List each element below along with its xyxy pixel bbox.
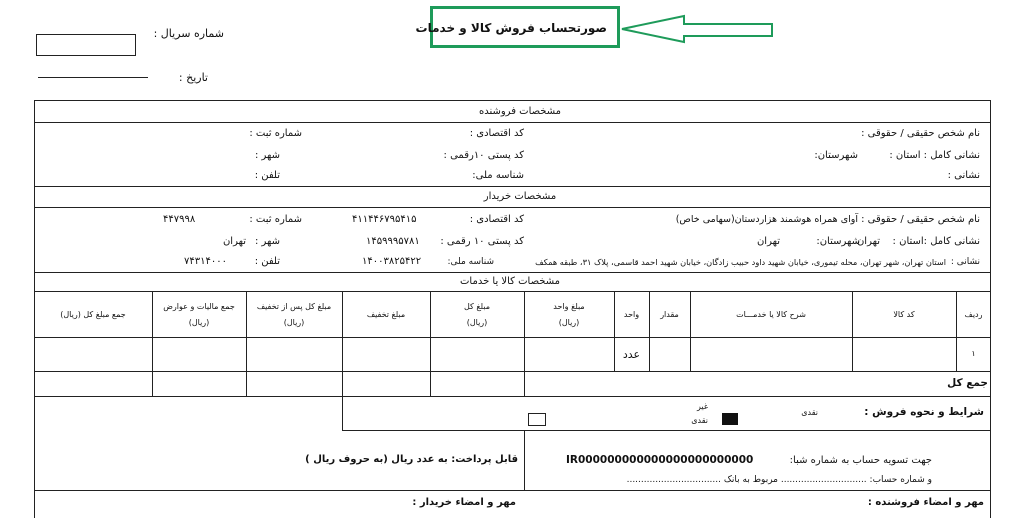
col-line xyxy=(956,291,957,371)
col-header-after-discount-unit: (ریال) xyxy=(283,318,305,327)
buyer-phone-label: تلفن : xyxy=(254,256,280,267)
seller-county-label: شهرستان: xyxy=(814,150,858,161)
buyer-address-value: استان تهران، شهر تهران، محله تیموری، خیابان شهید داود حبیب زادگان، خیابان شهید احمد قاسمی، پلاک ۳۱، طبقه همکف xyxy=(535,257,946,267)
col-header-tax-unit: (ریال) xyxy=(188,318,210,327)
col-header-row: ردیف xyxy=(964,310,983,319)
serial-number-box[interactable] xyxy=(36,34,136,56)
seller-phone-label: تلفن : xyxy=(254,170,280,181)
divider xyxy=(34,272,991,273)
buyer-signature-label: مهر و امضاء خریدار : xyxy=(412,497,516,508)
col-header-unit: واحد xyxy=(623,310,640,319)
divider xyxy=(34,291,991,292)
divider xyxy=(34,396,991,397)
col-line xyxy=(524,430,525,490)
divider xyxy=(34,490,991,491)
col-header-discount: مبلغ تخفیف xyxy=(366,310,406,319)
divider xyxy=(34,186,991,187)
date-underline xyxy=(38,77,148,78)
col-header-total-unit: (ریال) xyxy=(466,318,488,327)
col-line xyxy=(649,291,650,371)
buyer-city-label: شهر : xyxy=(254,236,280,247)
buyer-address-label: نشانی : xyxy=(950,257,980,267)
payable-amount-label: قابل پرداخت: به عدد ریال (به حروف ریال ) xyxy=(305,454,518,465)
buyer-phone-value: ۷۴۳۱۴۰۰۰ xyxy=(184,256,227,267)
col-header-total: مبلغ کل xyxy=(463,302,490,311)
col-header-code: کد کالا xyxy=(893,310,915,319)
buyer-national-id-value: ۱۴۰۰۳۸۲۵۴۲۲ xyxy=(362,256,422,267)
buyer-reg-no-value: ۴۴۷۹۹۸ xyxy=(163,214,196,225)
buyer-economic-code-value: ۴۱۱۴۴۶۷۹۵۴۱۵ xyxy=(352,214,417,225)
col-line xyxy=(342,291,343,396)
cash-checkbox[interactable] xyxy=(722,413,738,425)
terms-label: شرایط و نحوه فروش : xyxy=(864,406,984,418)
buyer-economic-code-label: کد اقتصادی : xyxy=(469,214,524,225)
divider xyxy=(342,430,991,431)
col-header-unit-price-unit: (ریال) xyxy=(558,318,580,327)
seller-address-full-label: نشانی کامل : استان : xyxy=(889,150,980,161)
divider xyxy=(34,371,991,372)
non-cash-checkbox[interactable] xyxy=(528,413,546,426)
col-header-desc: شرح کالا یا خدمـــات xyxy=(736,310,806,319)
buyer-postal-code-value: ۱۴۵۹۹۹۵۷۸۱ xyxy=(366,236,420,247)
seller-reg-no-label: شماره ثبت : xyxy=(249,128,302,139)
buyer-city-value: تهران xyxy=(222,236,246,247)
col-line xyxy=(852,291,853,371)
table-row-unit: عدد xyxy=(622,348,641,361)
items-section-title: مشخصات کالا یا خدمات xyxy=(460,276,560,287)
divider xyxy=(34,337,991,338)
sheba-number: IR000000000000000000000000 xyxy=(566,454,754,466)
col-header-after-discount: مبلغ کل پس از تخفیف xyxy=(256,302,332,311)
seller-city-label: شهر : xyxy=(254,150,280,161)
seller-section-title: مشخصات فروشنده xyxy=(478,106,562,117)
seller-national-id-label: شناسه ملی: xyxy=(472,170,524,181)
buyer-province-value: تهران xyxy=(856,236,880,247)
col-header-tax: جمع مالیات و عوارض xyxy=(163,302,235,311)
table-row-number: ۱ xyxy=(971,349,976,358)
col-header-unit-price: مبلغ واحد xyxy=(553,302,585,311)
buyer-county-value: تهران xyxy=(756,236,780,247)
seller-name-label: نام شخص حقیقی / حقوقی : xyxy=(861,128,980,139)
col-header-qty: مقدار xyxy=(660,310,679,319)
seller-signature-label: مهر و امضاء فروشنده : xyxy=(867,497,984,508)
buyer-postal-code-label: کد پستی ۱۰ رقمی : xyxy=(440,236,524,247)
seller-economic-code-label: کد اقتصادی : xyxy=(469,128,524,139)
arrow-left-icon xyxy=(618,14,778,44)
divider xyxy=(34,207,991,208)
buyer-name-value: آوای همراه هوشمند هزاردستان(سهامی خاص) xyxy=(675,214,858,225)
serial-number-label: شماره سریال : xyxy=(153,27,224,40)
buyer-address-full-label: نشانی کامل :استان : xyxy=(892,236,980,247)
title-box xyxy=(415,6,620,48)
buyer-section-title: مشخصات خریدار xyxy=(483,191,557,202)
col-line xyxy=(690,291,691,371)
seller-address-label: نشانی : xyxy=(947,170,980,181)
cash-option-label: نقدی xyxy=(801,408,818,417)
buyer-name-label: نام شخص حقیقی / حقوقی : xyxy=(861,214,980,225)
col-header-grand-total: جمع مبلغ کل (ریال) xyxy=(60,310,126,319)
buyer-national-id-label: شناسه ملی: xyxy=(447,257,494,267)
non-cash-label-line1: غیر xyxy=(696,402,708,411)
account-number-line: و شماره حساب: .............................. مربوط به بانک ................................. xyxy=(626,475,932,485)
non-cash-label-line2: نقدی xyxy=(691,416,708,425)
buyer-county-label: شهرستان: xyxy=(816,236,860,247)
divider xyxy=(34,122,991,123)
col-line xyxy=(342,396,343,430)
buyer-reg-no-label: شماره ثبت : xyxy=(249,214,302,225)
document-title: صورتحساب فروش کالا و خدمات xyxy=(415,21,607,35)
sum-total-label: جمع کل xyxy=(947,377,988,389)
seller-postal-code-label: کد پستی ۱۰رقمی : xyxy=(443,150,524,161)
date-label: تاریخ : xyxy=(178,71,208,84)
sheba-label: جهت تسویه حساب به شماره شبا: xyxy=(789,455,932,466)
